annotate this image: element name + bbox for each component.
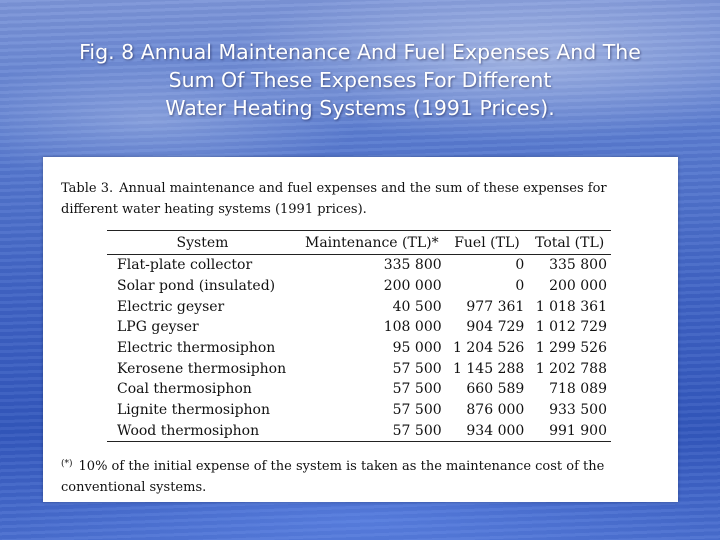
slide-title-line-2: Sum Of These Expenses For Different — [168, 68, 552, 92]
table-row — [107, 358, 611, 379]
cell-total: 1 202 788 — [535, 360, 607, 377]
cell-maintenance: 57 500 — [392, 360, 442, 377]
cell-fuel: 0 — [515, 257, 525, 274]
column-header-total: Total (TL) — [528, 231, 611, 255]
table-row — [107, 276, 611, 297]
table-caption-text: Annual maintenance and fuel expenses and the sum of these expenses for different water heating systems (1991 prices). — [61, 181, 607, 217]
cell-total: 933 500 — [549, 402, 607, 419]
table-header-row — [107, 231, 611, 255]
cell-maintenance: 57 500 — [392, 381, 442, 398]
slide-title-line-1: Fig. 8 Annual Maintenance And Fuel Expenses And The — [79, 40, 641, 64]
cell-total: 335 800 — [549, 257, 607, 274]
cell-fuel: 934 000 — [466, 422, 525, 439]
cell-system: Flat-plate collector — [117, 257, 253, 274]
cell-total: 718 089 — [549, 381, 607, 398]
table-row — [107, 400, 611, 421]
cell-system: Electric thermosiphon — [117, 340, 276, 357]
cell-maintenance: 335 800 — [383, 257, 442, 274]
cell-fuel: 876 000 — [466, 402, 525, 419]
cell-maintenance: 108 000 — [383, 319, 442, 336]
cell-total: 1 299 526 — [535, 340, 607, 357]
scanned-table-image — [43, 157, 678, 502]
cell-fuel: 1 145 288 — [453, 360, 525, 377]
table-caption-label: Table 3. — [61, 181, 114, 196]
cell-maintenance: 95 000 — [392, 340, 442, 357]
cell-maintenance: 57 500 — [392, 422, 442, 439]
cell-fuel: 0 — [515, 278, 525, 295]
cell-system: Wood thermosiphon — [117, 422, 260, 439]
table-row — [107, 317, 611, 338]
table-row — [107, 421, 611, 442]
cell-fuel: 904 729 — [466, 319, 525, 336]
table-row — [107, 296, 611, 317]
cell-maintenance: 40 500 — [392, 298, 442, 315]
cell-total: 1 012 729 — [535, 319, 607, 336]
cell-fuel: 977 361 — [466, 298, 525, 315]
cell-maintenance: 200 000 — [383, 278, 442, 295]
cell-system: Solar pond (insulated) — [117, 278, 276, 295]
cell-fuel: 660 589 — [466, 381, 525, 398]
cell-fuel: 1 204 526 — [453, 340, 525, 357]
slide-title-line-3: Water Heating Systems (1991 Prices). — [165, 96, 555, 120]
table-row — [107, 255, 611, 276]
cell-system: Lignite thermosiphon — [117, 402, 271, 419]
table-row — [107, 379, 611, 400]
cell-maintenance: 57 500 — [392, 402, 442, 419]
cell-system: LPG geyser — [117, 319, 199, 336]
column-header-fuel: Fuel (TL) — [446, 231, 529, 255]
cell-total: 991 900 — [549, 422, 607, 439]
column-header-system: System — [107, 231, 298, 255]
cell-total: 200 000 — [549, 278, 607, 295]
cell-system: Kerosene thermosiphon — [117, 360, 287, 377]
footnote-text: 10% of the initial expense of the system is taken as the maintenance cost of the conventional systems. — [61, 459, 605, 495]
table-row — [107, 338, 611, 359]
column-header-maintenance: Maintenance (TL)* — [298, 231, 446, 255]
cell-total: 1 018 361 — [535, 298, 607, 315]
table-caption — [61, 178, 661, 220]
footnote-marker: (*) — [61, 459, 73, 469]
expenses-table — [107, 230, 611, 442]
table-footnote — [61, 454, 661, 498]
cell-system: Electric geyser — [117, 298, 225, 315]
cell-system: Coal thermosiphon — [117, 381, 252, 398]
slide-title — [20, 38, 700, 122]
